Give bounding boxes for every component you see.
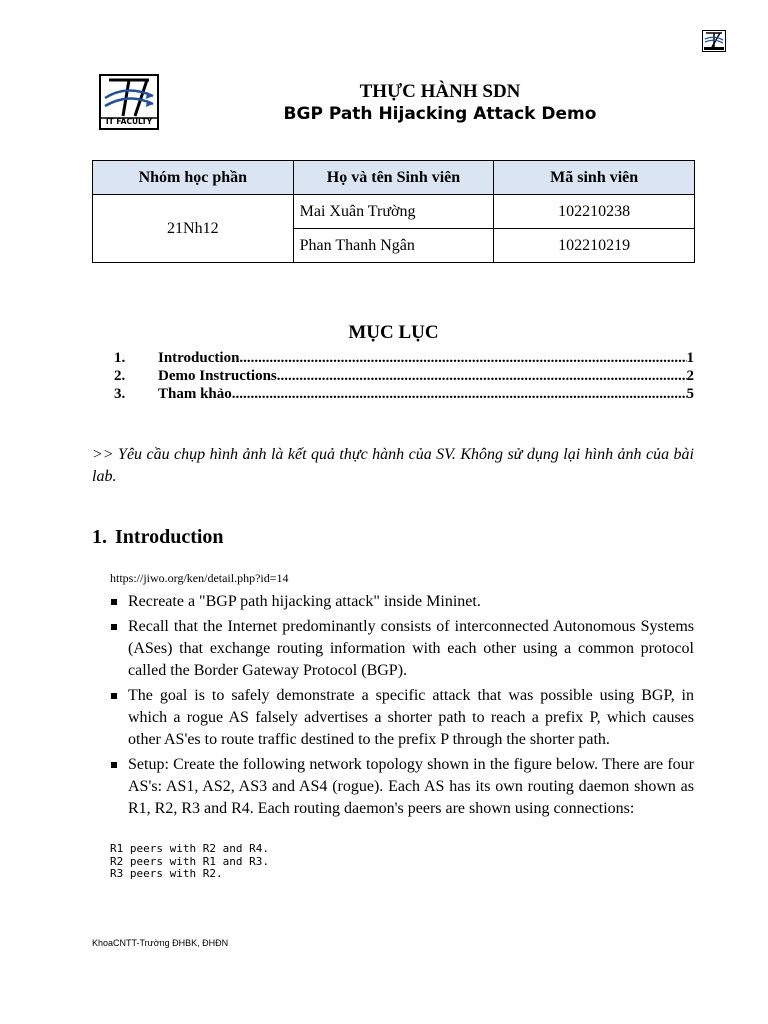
toc-number: 2. — [114, 368, 126, 384]
toc-number: 1. — [114, 350, 126, 366]
list-item-text: Recreate a "BGP path hijacking attack" inside Mininet. — [128, 593, 481, 610]
bullet-square-icon — [111, 599, 117, 605]
faculty-logo — [99, 74, 159, 130]
student-name: Mai Xuân Trường — [293, 195, 494, 229]
bullet-square-icon — [111, 762, 117, 768]
group-cell: 21Nh12 — [93, 195, 294, 263]
bullet-square-icon — [111, 693, 117, 699]
student-info-table — [92, 160, 695, 263]
logo-text: IT FACULTY — [105, 117, 153, 126]
student-id: 102210219 — [494, 229, 695, 263]
list-item-text: Recall that the Internet predominantly consists of interconnected Autonomous Systems (ASes) that exchange routing information with each other using a common protocol called the Border Gateway Protocol (BGP). — [128, 618, 694, 679]
toc-number: 3. — [114, 386, 126, 402]
bullet-list — [110, 591, 694, 823]
toc-item-demo-instructions[interactable] — [114, 368, 694, 386]
header-student-id: Mã sinh viên — [494, 161, 695, 195]
code-line: R1 peers with R2 and R4. — [110, 842, 269, 855]
toc-page: 2 — [686, 368, 694, 384]
list-item — [110, 591, 694, 613]
toc-title: MỤC LỤC — [348, 322, 439, 343]
list-item-text: The goal is to safely demonstrate a specific attack that was possible using BGP, in which a rogue AS falsely advertises a shorter path to reach a prefix P, which causes other AS'es to route traffic destined to the prefix P through the shorter path. — [128, 687, 694, 748]
section-title: Introduction — [115, 526, 224, 548]
document-subtitle: BGP Path Hijacking Attack Demo — [283, 104, 597, 124]
header-group: Nhóm học phần — [93, 161, 294, 195]
student-name: Phan Thanh Ngân — [293, 229, 494, 263]
toc-leader — [277, 368, 687, 386]
header-name: Họ và tên Sinh viên — [293, 161, 494, 195]
toc-item-tham-khao[interactable] — [114, 386, 694, 404]
list-item — [110, 616, 694, 682]
list-item-text: Setup: Create the following network topology shown in the figure below. There are four AS's: AS1, AS2, AS3 and AS4 (rogue). Each AS has its own routing daemon shown as R1, R2, R3 and R4. Each routing daemon's peers are shown using connections: — [128, 756, 694, 817]
code-line: R3 peers with R2. — [110, 867, 223, 880]
toc-label: Tham khảo — [158, 386, 232, 402]
toc-page: 5 — [686, 386, 694, 402]
reference-link[interactable]: https://jiwo.org/ken/detail.php?id=14 — [110, 571, 289, 585]
list-item — [110, 754, 694, 820]
bullet-square-icon — [111, 624, 117, 630]
faculty-logo-small — [702, 30, 726, 52]
section-heading-introduction — [92, 526, 224, 549]
instruction-note: >> Yêu cầu chụp hình ảnh là kết quả thực hành của SV. Không sử dụng lại hình ảnh của bài lab. — [92, 446, 694, 485]
toc-item-introduction[interactable] — [114, 350, 694, 368]
toc-page: 1 — [686, 350, 694, 366]
section-number: 1. — [92, 526, 107, 548]
toc-label: Demo Instructions — [158, 368, 277, 384]
toc-leader — [232, 386, 687, 404]
toc-leader — [239, 350, 686, 368]
list-item — [110, 685, 694, 751]
code-block — [110, 843, 269, 881]
toc-label: Introduction — [158, 350, 240, 366]
document-title: THỰC HÀNH SDN — [359, 81, 521, 102]
code-line: R2 peers with R1 and R3. — [110, 854, 269, 868]
student-id: 102210238 — [494, 195, 695, 229]
page-footer: KhoaCNTT-Trường ĐHBK, ĐHĐN — [92, 938, 229, 948]
table-row — [93, 195, 695, 229]
